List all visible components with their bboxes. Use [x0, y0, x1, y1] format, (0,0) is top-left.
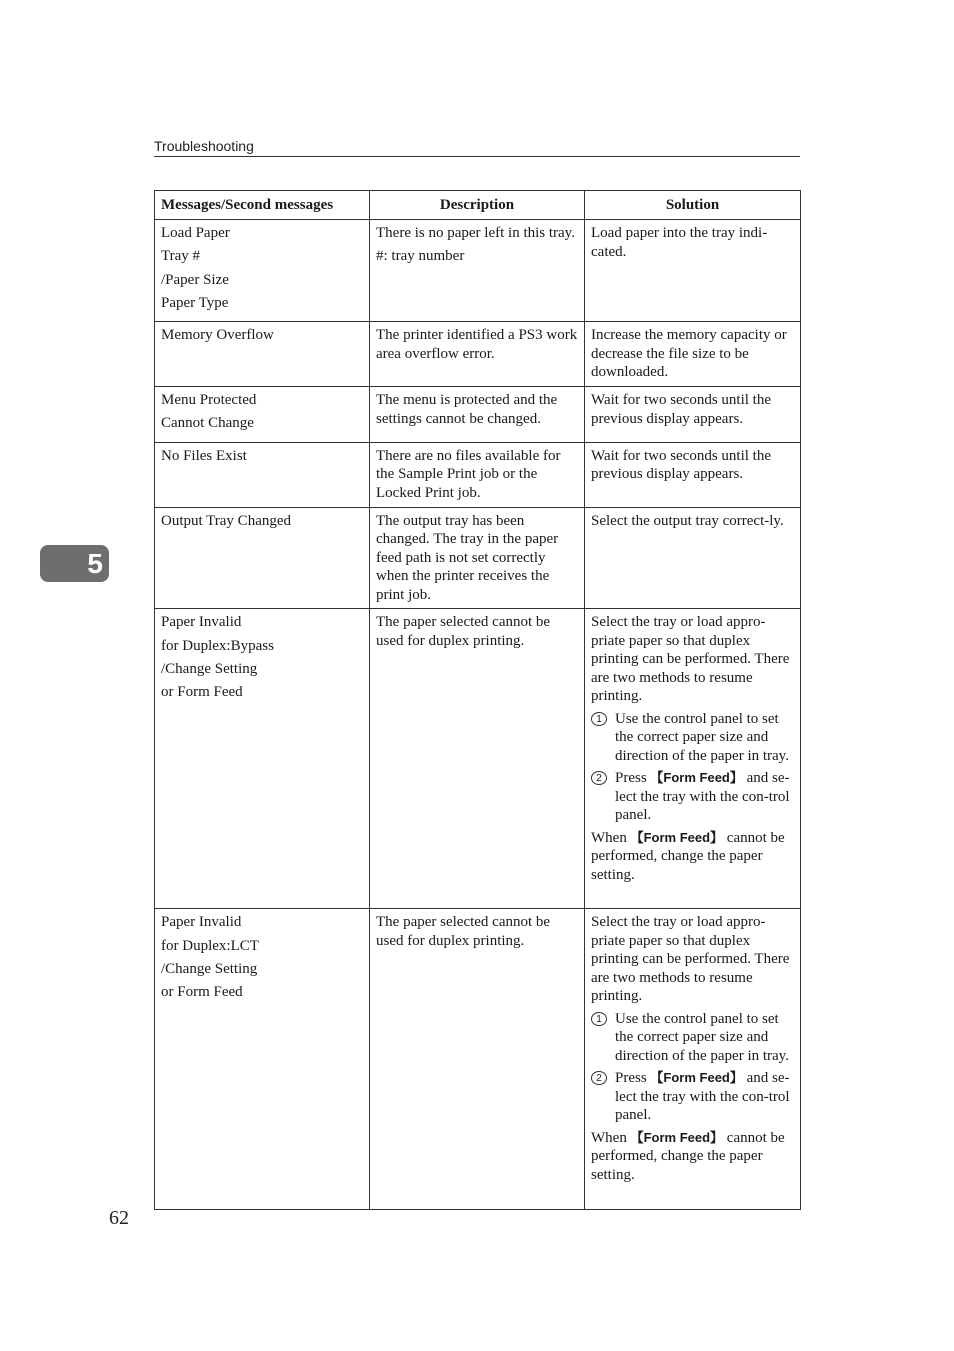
step-number-icon: 2 — [591, 771, 607, 785]
description-cell: The output tray has been changed. The tray in the paper feed path is not set correctly when the printer receives the print job. — [370, 507, 585, 609]
message-line: for Duplex:Bypass — [161, 637, 274, 654]
troubleshooting-table — [154, 190, 801, 1210]
note-pre: When — [591, 829, 631, 846]
message-cell — [155, 609, 370, 909]
message-line: Cannot Change — [161, 415, 254, 432]
description-cell: The paper selected cannot be used for duplex printing. — [370, 609, 585, 909]
form-feed-key: 【Form Feed】 — [650, 1070, 743, 1086]
solution-step — [591, 1010, 794, 1066]
solution-note — [591, 1129, 794, 1185]
message-line: Paper Invalid — [161, 914, 242, 931]
solution-step — [591, 1069, 794, 1125]
message-line: Load Paper — [161, 225, 230, 241]
step-text-pre: Press — [615, 770, 651, 787]
message-line: Paper Invalid — [161, 614, 242, 631]
description-text: #: tray number — [376, 248, 465, 265]
message-cell — [155, 909, 370, 1210]
solution-cell: Increase the memory capacity or decrease the file size to be downloaded. — [585, 322, 801, 387]
step-text: Use the control panel to set the correct paper size and direction of the paper in tray. — [615, 1010, 789, 1064]
message-line: No Files Exist — [161, 447, 247, 464]
description-text: There is no paper left in this tray. — [376, 225, 575, 241]
step-text-post: and se-lect the tray with the con-trol panel. — [615, 770, 790, 824]
step-text: Use the control panel to set the correct paper size and direction of the paper in tray. — [615, 710, 789, 764]
table-row — [155, 609, 801, 909]
page-header: Troubleshooting — [154, 138, 800, 157]
message-line: or Form Feed — [161, 684, 243, 701]
description-cell — [370, 220, 585, 322]
table-row — [155, 220, 801, 322]
note-post: cannot be performed, change the paper setting. — [591, 1129, 785, 1183]
solution-cell — [585, 909, 801, 1210]
chapter-tab: 5 — [40, 545, 109, 582]
column-header-messages: Messages/Second messages — [155, 191, 370, 220]
description-cell: The printer identified a PS3 work area overflow error. — [370, 322, 585, 387]
solution-cell: Wait for two seconds until the previous display appears. — [585, 442, 801, 507]
description-cell: The paper selected cannot be used for duplex printing. — [370, 909, 585, 1210]
message-line: /Change Setting — [161, 960, 258, 977]
message-line: /Change Setting — [161, 660, 258, 677]
table-header-row — [155, 191, 801, 220]
message-cell — [155, 387, 370, 443]
message-line: Paper Type — [161, 294, 229, 311]
solution-cell: Load paper into the tray indi-cated. — [585, 220, 801, 322]
column-header-solution: Solution — [585, 191, 801, 220]
solution-step — [591, 710, 794, 766]
table-row — [155, 387, 801, 443]
message-line: Memory Overflow — [161, 327, 274, 344]
message-line: Tray # — [161, 248, 201, 265]
message-line: Output Tray Changed — [161, 512, 292, 529]
solution-cell: Wait for two seconds until the previous display appears. — [585, 387, 801, 443]
form-feed-key: 【Form Feed】 — [630, 1129, 724, 1145]
description-cell: There are no files available for the Sample Print job or the Locked Print job. — [370, 442, 585, 507]
form-feed-key: 【Form Feed】 — [630, 829, 724, 845]
note-pre: When — [591, 1129, 631, 1146]
description-cell: The menu is protected and the settings cannot be changed. — [370, 387, 585, 443]
message-cell — [155, 220, 370, 322]
table-row — [155, 442, 801, 507]
step-text-post: and se-lect the tray with the con-trol panel. — [615, 1070, 790, 1124]
table-row — [155, 909, 801, 1210]
solution-step — [591, 769, 794, 825]
column-header-description: Description — [370, 191, 585, 220]
form-feed-key: 【Form Feed】 — [650, 770, 743, 786]
solution-cell — [585, 609, 801, 909]
step-number-icon: 1 — [591, 712, 607, 726]
message-line: Menu Protected — [161, 392, 257, 409]
message-line: /Paper Size — [161, 271, 229, 288]
step-text — [615, 769, 794, 825]
solution-intro: Select the tray or load appro-priate paper so that duplex printing can be performed. There are two methods to resume printing. — [591, 914, 790, 1005]
message-line: for Duplex:LCT — [161, 937, 259, 954]
solution-intro: Select the tray or load appro-priate paper so that duplex printing can be performed. There are two methods to resume printing. — [591, 614, 790, 705]
message-cell — [155, 322, 370, 387]
page-number: 62 — [109, 1207, 129, 1229]
step-number-icon: 1 — [591, 1012, 607, 1026]
note-post: cannot be performed, change the paper setting. — [591, 829, 785, 883]
message-line: or Form Feed — [161, 984, 243, 1001]
message-cell — [155, 507, 370, 609]
step-text-pre: Press — [615, 1070, 651, 1087]
table-row — [155, 507, 801, 609]
solution-note — [591, 829, 794, 885]
step-text — [615, 1069, 794, 1125]
step-number-icon: 2 — [591, 1071, 607, 1085]
message-cell — [155, 442, 370, 507]
table-row — [155, 322, 801, 387]
solution-cell: Select the output tray correct-ly. — [585, 507, 801, 609]
